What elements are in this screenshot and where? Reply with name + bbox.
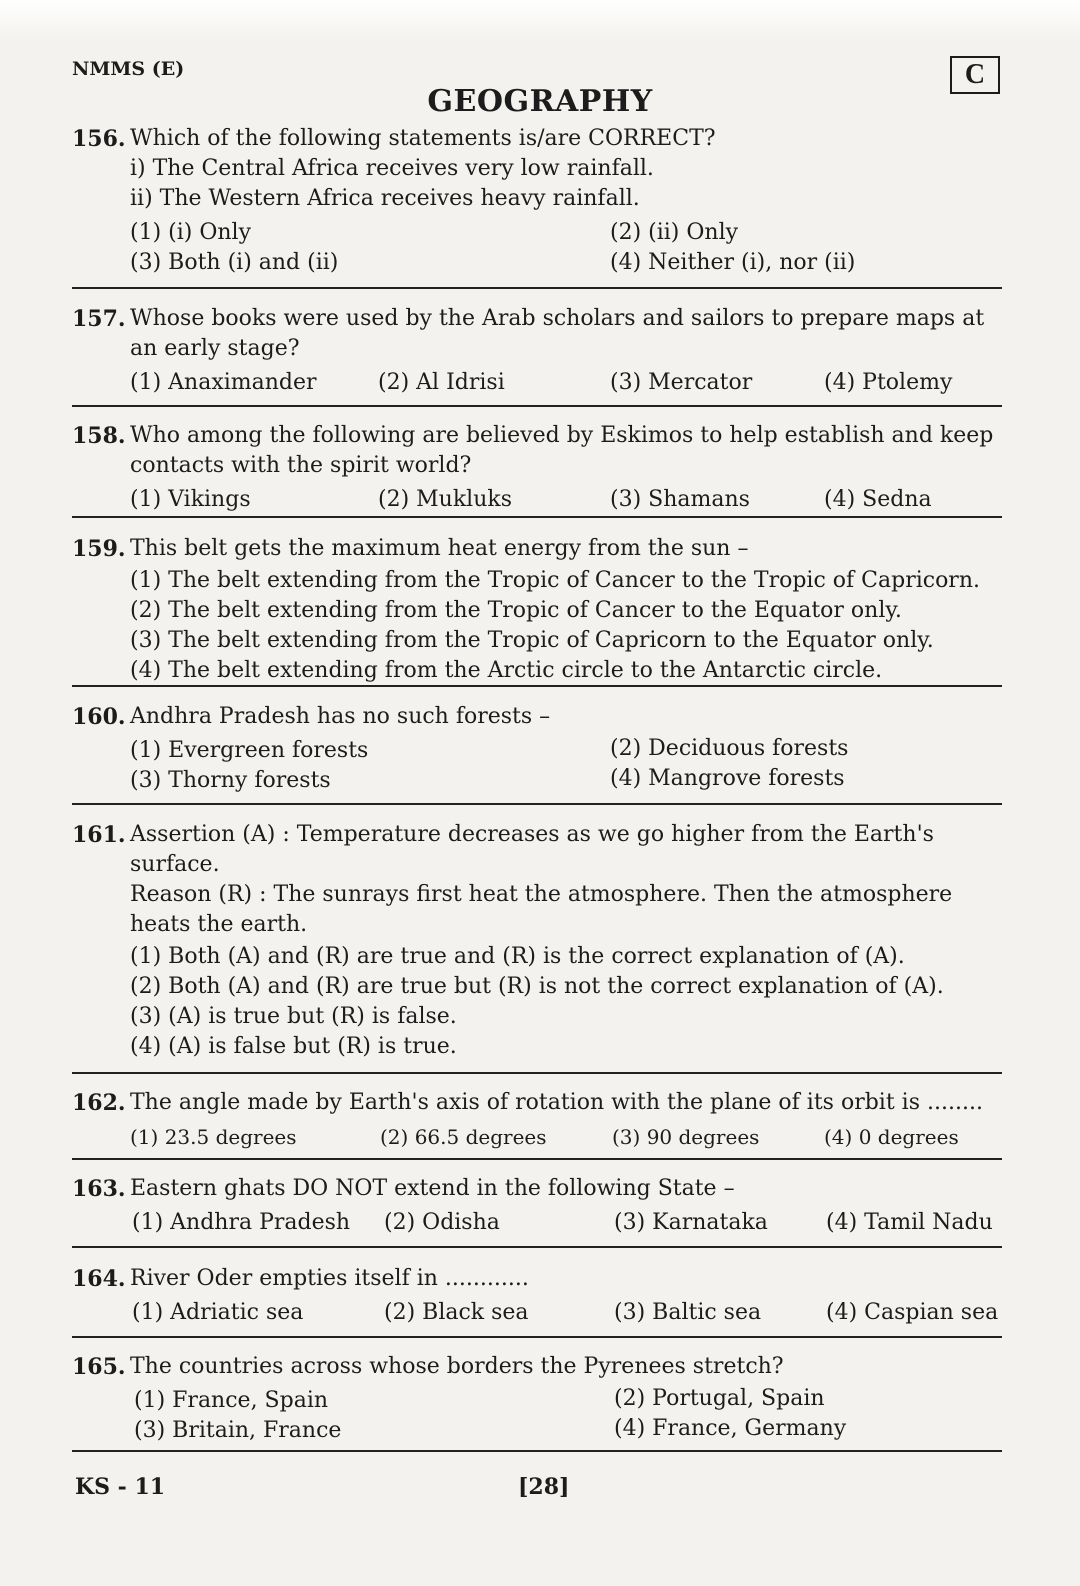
question-number: 161. — [72, 822, 126, 848]
divider — [72, 287, 1002, 289]
exam-code: NMMS (E) — [72, 58, 185, 80]
section-title: GEOGRAPHY — [427, 84, 653, 119]
question-159 — [72, 534, 1007, 684]
question-163 — [72, 1174, 1007, 1244]
question-162 — [72, 1088, 1007, 1158]
question-stem: Whose books were used by the Arab scholars and sailors to prepare maps at — [130, 306, 985, 331]
option-3: (3) Karnataka — [614, 1210, 768, 1235]
option-1: (1) Vikings — [130, 487, 251, 512]
question-stem: River Oder empties itself in ............ — [130, 1266, 529, 1291]
divider — [72, 1450, 1002, 1452]
scan-edge — [0, 0, 1080, 40]
option-2: (2) Deciduous forests — [610, 736, 849, 761]
question-156 — [72, 124, 1007, 284]
option-4: (4) Neither (i), nor (ii) — [610, 250, 856, 275]
reason-continued: heats the earth. — [130, 912, 308, 937]
divider — [72, 1336, 1002, 1338]
option-4: (4) Tamil Nadu — [826, 1210, 993, 1235]
assertion: Assertion (A) : Temperature decreases as we go higher from the Earth's — [130, 822, 934, 847]
page-number: [28] — [518, 1474, 570, 1500]
option-2: (2) 66.5 degrees — [380, 1125, 547, 1149]
option-4: (4) Ptolemy — [824, 370, 953, 395]
question-number: 157. — [72, 306, 126, 332]
option-2: (2) Al Idrisi — [378, 370, 505, 395]
question-stem: Andhra Pradesh has no such forests – — [130, 704, 551, 729]
option-1: (1) Both (A) and (R) are true and (R) is the correct explanation of (A). — [130, 944, 905, 969]
divider — [72, 1158, 1002, 1160]
option-4: (4) France, Germany — [614, 1416, 847, 1441]
statement-line: i) The Central Africa receives very low rainfall. — [130, 156, 654, 181]
option-4: (4) Mangrove forests — [610, 766, 845, 791]
footer-code: KS - 11 — [75, 1474, 166, 1500]
question-158 — [72, 421, 1007, 521]
option-3: (3) (A) is true but (R) is false. — [130, 1004, 457, 1029]
reason: Reason (R) : The sunrays first heat the atmosphere. Then the atmosphere — [130, 882, 953, 907]
option-2: (2) Black sea — [384, 1300, 529, 1325]
option-3: (3) Baltic sea — [614, 1300, 762, 1325]
divider — [72, 803, 1002, 805]
question-number: 158. — [72, 423, 126, 449]
option-4: (4) 0 degrees — [824, 1125, 959, 1149]
question-165 — [72, 1352, 1007, 1452]
question-number: 160. — [72, 704, 126, 730]
question-stem: This belt gets the maximum heat energy from the sun – — [130, 536, 749, 561]
option-3: (3) Britain, France — [134, 1418, 342, 1443]
question-number: 165. — [72, 1354, 126, 1380]
option-2: (2) Odisha — [384, 1210, 500, 1235]
question-number: 162. — [72, 1090, 126, 1116]
option-2: (2) (ii) Only — [610, 220, 739, 245]
divider — [72, 1246, 1002, 1248]
question-161 — [72, 820, 1007, 1070]
question-157 — [72, 304, 1007, 404]
option-3: (3) Thorny forests — [130, 768, 331, 793]
question-stem: Eastern ghats DO NOT extend in the following State – — [130, 1176, 735, 1201]
question-number: 156. — [72, 126, 126, 152]
option-3: (3) Mercator — [610, 370, 753, 395]
option-4: (4) The belt extending from the Arctic circle to the Antarctic circle. — [130, 658, 883, 683]
option-3: (3) Shamans — [610, 487, 750, 512]
statement-line: ii) The Western Africa receives heavy rainfall. — [130, 186, 640, 211]
option-3: (3) Both (i) and (ii) — [130, 250, 339, 275]
question-164 — [72, 1264, 1007, 1334]
question-number: 159. — [72, 536, 126, 562]
divider — [72, 1072, 1002, 1074]
option-4: (4) Caspian sea — [826, 1300, 999, 1325]
option-2: (2) Portugal, Spain — [614, 1386, 825, 1411]
question-stem: The countries across whose borders the Pyrenees stretch? — [130, 1354, 784, 1379]
question-stem: Which of the following statements is/are CORRECT? — [130, 126, 716, 151]
question-stem: The angle made by Earth's axis of rotation with the plane of its orbit is ........ — [130, 1090, 983, 1115]
option-3: (3) The belt extending from the Tropic of Capricorn to the Equator only. — [130, 628, 934, 653]
booklet-version-box: C — [950, 56, 1000, 94]
option-1: (1) Adriatic sea — [132, 1300, 304, 1325]
question-stem: Who among the following are believed by Eskimos to help establish and keep — [130, 423, 994, 448]
question-stem-continued: contacts with the spirit world? — [130, 453, 472, 478]
divider — [72, 405, 1002, 407]
option-3: (3) 90 degrees — [612, 1125, 760, 1149]
question-number: 163. — [72, 1176, 126, 1202]
option-1: (1) 23.5 degrees — [130, 1125, 297, 1149]
divider — [72, 516, 1002, 518]
option-2: (2) Mukluks — [378, 487, 513, 512]
option-1: (1) Andhra Pradesh — [132, 1210, 351, 1235]
option-2: (2) Both (A) and (R) are true but (R) is not the correct explanation of (A). — [130, 974, 944, 999]
option-1: (1) The belt extending from the Tropic of Cancer to the Tropic of Capricorn. — [130, 568, 980, 593]
question-160 — [72, 702, 1007, 802]
question-number: 164. — [72, 1266, 126, 1292]
option-1: (1) Anaximander — [130, 370, 317, 395]
option-2: (2) The belt extending from the Tropic of Cancer to the Equator only. — [130, 598, 902, 623]
question-stem-continued: an early stage? — [130, 336, 300, 361]
option-4: (4) (A) is false but (R) is true. — [130, 1034, 457, 1059]
divider — [72, 685, 1002, 687]
option-1: (1) (i) Only — [130, 220, 252, 245]
assertion-continued: surface. — [130, 852, 220, 877]
option-1: (1) Evergreen forests — [130, 738, 369, 763]
option-4: (4) Sedna — [824, 487, 932, 512]
option-1: (1) France, Spain — [134, 1388, 329, 1413]
